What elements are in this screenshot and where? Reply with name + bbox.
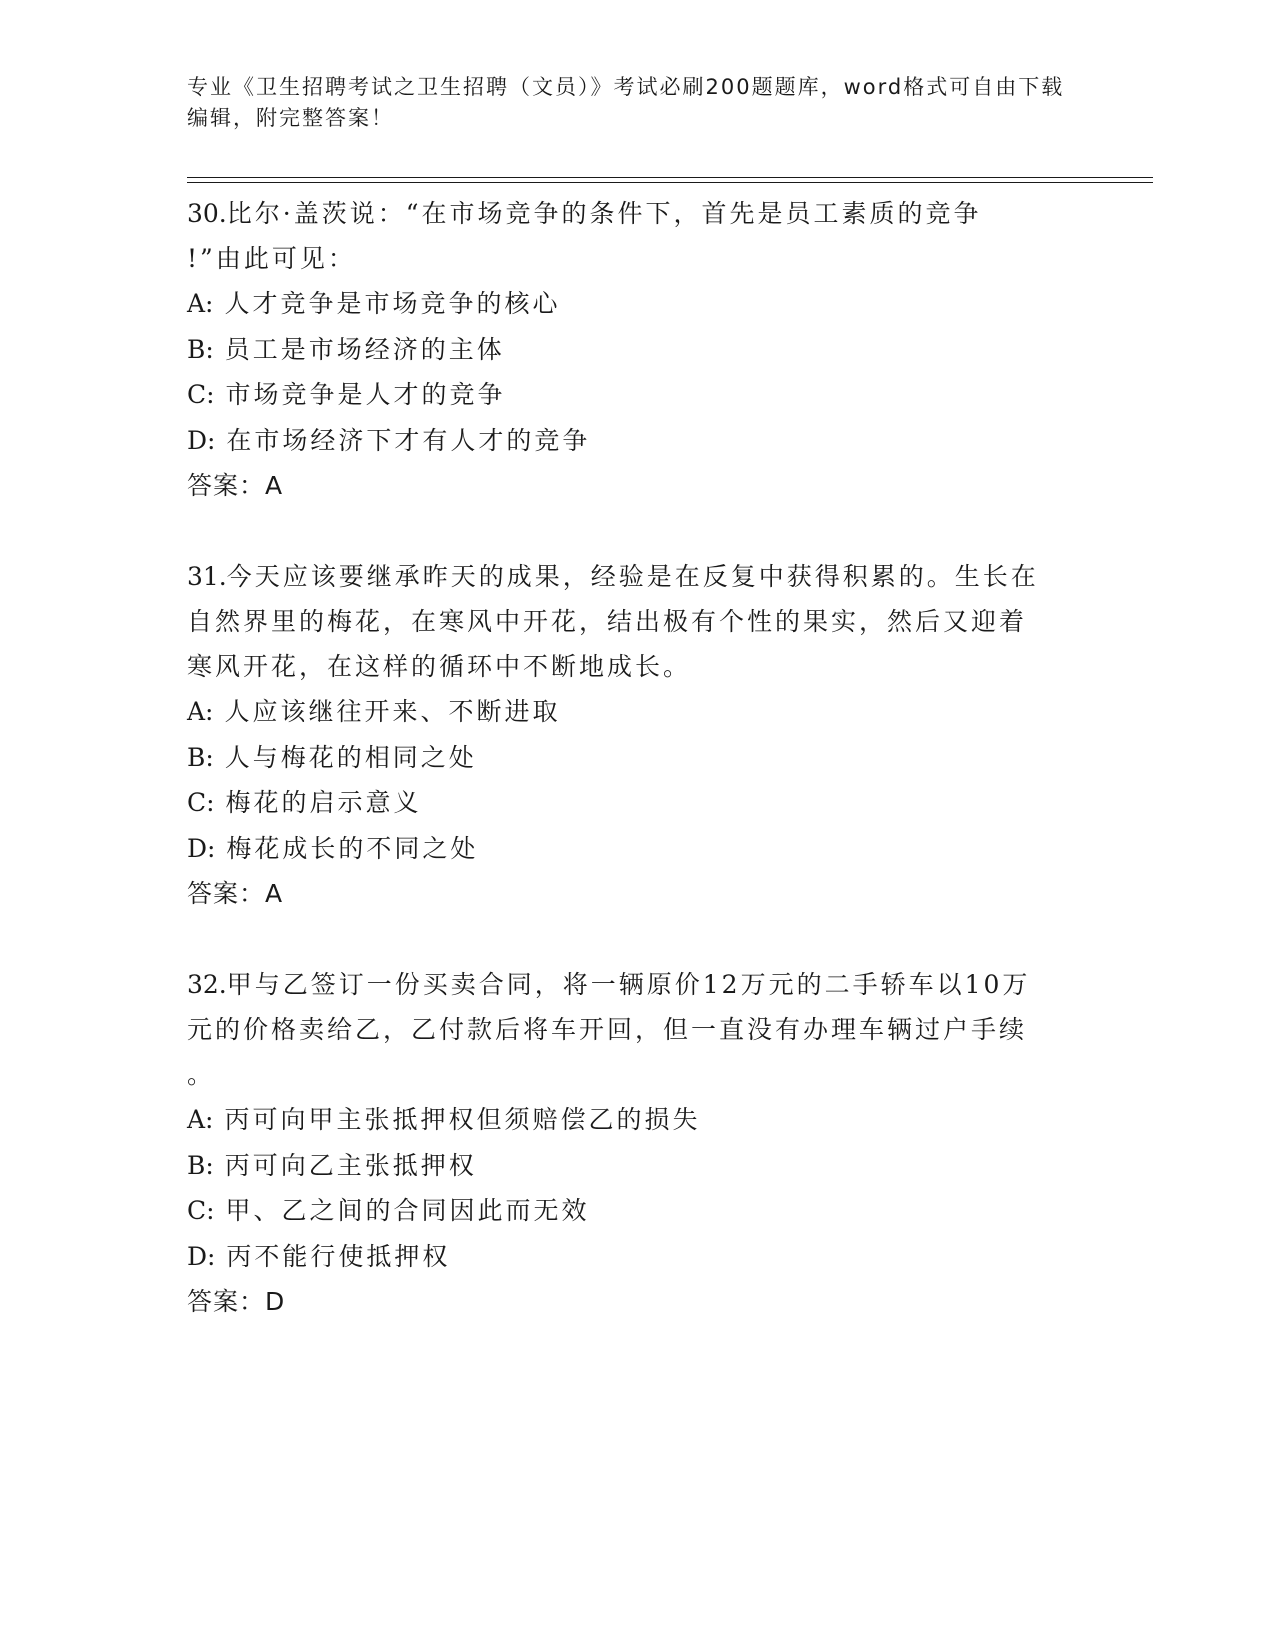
answer-value: D (265, 1287, 286, 1316)
question-stem-continued (187, 599, 1087, 644)
option-d (187, 418, 1087, 464)
option-text: 人才竞争是市场竞争的核心 (224, 289, 561, 318)
question-number: 30. (187, 199, 227, 228)
answer-line (187, 1279, 1087, 1324)
answer-value: A (265, 879, 284, 908)
option-letter: D: (187, 833, 216, 863)
option-text: 梅花的启示意义 (225, 788, 422, 817)
question-list (187, 191, 1087, 1370)
question-number: 31. (187, 562, 227, 591)
option-a (187, 1097, 1087, 1143)
option-text: 梅花成长的不同之处 (226, 833, 479, 863)
option-c (187, 372, 1087, 418)
option-letter: C: (187, 1196, 215, 1225)
answer-label: 答案： (187, 879, 266, 908)
option-letter: B: (187, 1150, 214, 1180)
option-letter: C: (187, 788, 215, 817)
option-text: 员工是市场经济的主体 (224, 334, 505, 364)
option-b (187, 735, 1087, 781)
question-stem-continued (187, 644, 1087, 689)
answer-line (187, 463, 1087, 508)
option-text: 甲、乙之间的合同因此而无效 (225, 1196, 590, 1225)
header-divider-top (187, 177, 1153, 178)
document-header: 专业《卫生招聘考试之卫生招聘（文员）》考试必刷200题题库，word格式可自由下载编辑，附完整答案！ (187, 75, 1065, 130)
option-text: 丙不能行使抵押权 (226, 1241, 451, 1271)
question-stem-continued (187, 1007, 1087, 1052)
option-text: 丙可向乙主张抵押权 (224, 1150, 477, 1180)
option-b (187, 1143, 1087, 1189)
option-letter: B: (187, 742, 214, 772)
option-a (187, 281, 1087, 327)
header-divider-bottom (187, 182, 1153, 183)
option-letter: A: (187, 289, 214, 318)
question-stem-line: 寒风开花，在这样的循环中不断地成长。 (187, 652, 692, 681)
question-number: 32. (187, 970, 227, 999)
option-text: 丙可向甲主张抵押权但须赔偿乙的损失 (224, 1105, 701, 1134)
question-stem (187, 962, 1087, 1007)
option-letter: A: (187, 697, 214, 726)
question-stem-continued (187, 236, 1087, 281)
option-text: 市场竞争是人才的竞争 (225, 380, 506, 409)
option-d (187, 826, 1087, 872)
question-30 (187, 191, 1087, 508)
answer-label: 答案： (187, 1287, 266, 1316)
option-letter: A: (187, 1105, 214, 1134)
option-letter: C: (187, 380, 215, 409)
question-stem (187, 191, 1087, 236)
option-d (187, 1234, 1087, 1280)
option-letter: D: (187, 1241, 216, 1271)
question-stem-continued (187, 1052, 1087, 1097)
question-stem-line: 比尔·盖茨说：“在市场竞争的条件下，首先是员工素质的竞争 (226, 199, 982, 228)
question-stem-line: 自然界里的梅花，在寒风中开花，结出极有个性的果实，然后又迎着 (187, 607, 1028, 636)
option-a (187, 689, 1087, 735)
answer-line (187, 871, 1087, 916)
option-letter: B: (187, 334, 214, 364)
option-c (187, 780, 1087, 826)
option-b (187, 327, 1087, 373)
question-stem-line: 元的价格卖给乙，乙付款后将车开回，但一直没有办理车辆过户手续 (187, 1015, 1028, 1044)
question-stem (187, 554, 1087, 599)
option-text: 在市场经济下才有人才的竞争 (226, 425, 591, 455)
question-stem-line: !”由此可见： (187, 244, 356, 273)
question-stem-line: 今天应该要继承昨天的成果，经验是在反复中获得积累的。生长在 (226, 562, 1039, 591)
option-text: 人应该继往开来、不断进取 (224, 697, 561, 726)
question-stem-line: 甲与乙签订一份买卖合同，将一辆原价12万元的二手轿车以10万 (226, 970, 1031, 999)
answer-label: 答案： (187, 471, 266, 500)
option-letter: D: (187, 425, 216, 455)
answer-value: A (265, 471, 284, 500)
question-31 (187, 554, 1087, 916)
question-32 (187, 962, 1087, 1324)
option-c (187, 1188, 1087, 1234)
question-stem-line: 。 (187, 1060, 216, 1089)
option-text: 人与梅花的相同之处 (224, 742, 477, 772)
